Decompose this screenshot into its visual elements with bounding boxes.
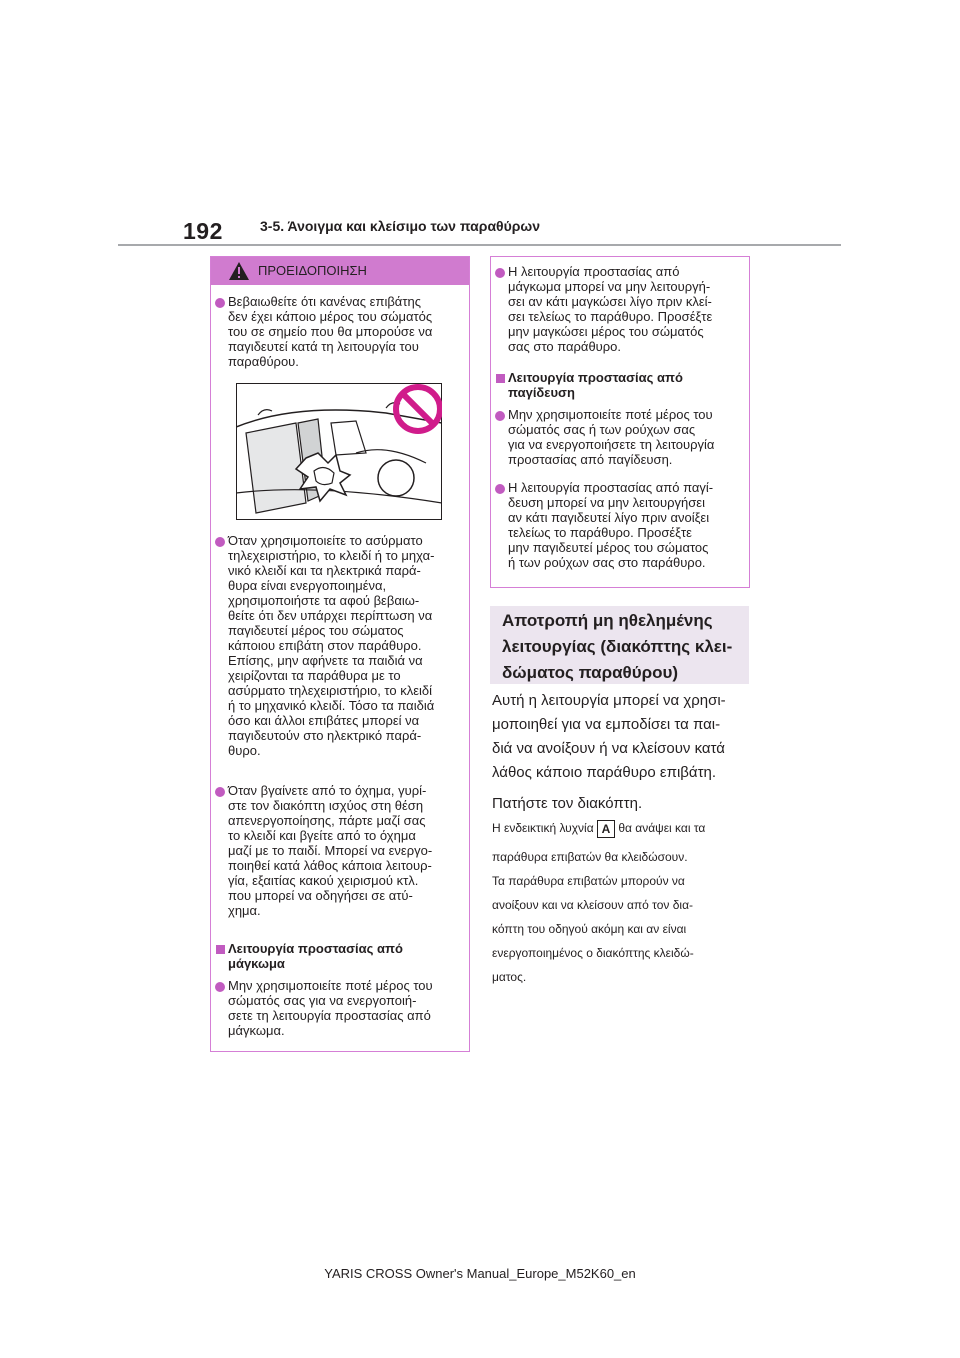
bullet-icon [215,298,225,308]
bullet-icon [495,268,505,278]
page-number: 192 [183,218,223,244]
bullet-icon [215,537,225,547]
warning-item-3: Όταν βγαίνετε από το όχημα, γυρί- στε τον διακόπτη ισχύος στη θέση απενεργοποίησης, πάρτε μαζί σας το κλειδί και βγείτε από το όχημα μαζί με το παιδί. Μπορεί να ενεργο- ποιηθεί κατά λάθος κάποια λειτουρ- γία, εξαιτίας κακού χειρισμού κτλ. που μπορεί να οδηγήσει σε ατύ- χημα. [228,783,433,918]
square-bullet-icon [216,945,225,954]
square-bullet-icon [496,374,505,383]
header-rule [118,244,841,246]
bullet-icon [215,787,225,797]
warning-subheading: Λειτουργία προστασίας από μάγκωμα [228,941,403,971]
bullet-icon [215,982,225,992]
footer: YARIS CROSS Owner's Manual_Europe_M52K60_en [324,1266,636,1281]
warning-title: ΠΡΟΕΙΔΟΠΟΙΗΣΗ [258,263,367,278]
section-title: 3-5. Άνοιγμα και κλείσιμο των παραθύρων [260,218,541,234]
bullet-icon [495,411,505,421]
right-item-1: Η λειτουργία προστασίας από μάγκωμα μπορεί να μην λειτουργή- σει αν κάτι μαγκώσει λίγο πριν κλεί- σει τελείως το παράθυρο. Προσέξτε μην μαγκώσει μέρος του σώματός σας στο παράθυρο. [508,264,713,354]
window-pinch-illustration [236,383,442,520]
warning-item-1: Βεβαιωθείτε ότι κανένας επιβάτης δεν έχει κάποιο μέρος του σώματός του σε σημείο που θα μπορούσε να παγιδευτεί κατά τη λειτουργία του παραθύρου. [228,294,433,369]
warning-item-2: Όταν χρησιμοποιείτε το ασύρματο τηλεχειριστήριο, το κλειδί ή το μηχα- νικό κλειδί και τα ηλεκτρικά παρά- θυρα είναι ενεργοποιημένα, χρησιμοποιήστε τα αφού βεβαιω- θείτε ότι δεν υπάρχει περίπτωση να παγιδευτεί μέρος του σώματος κάποιου επιβάτη στον παράθυρο. Επίσης, μην αφήνετε τα παιδιά να χειρίζονται τα παράθυρα με το ασύρματο τηλεχειριστήριο, το κλειδί ή το μηχανικό κλειδί. Τόσο τα παιδιά όσο και άλλοι επιβάτες μπορεί να παγιδευτούν στο ηλεκτρικό παρά- θυρο. [228,533,435,758]
warning-triangle-icon [228,261,250,281]
indicator-a-label: A [597,820,615,838]
section-paragraph: Αυτή η λειτουργία μπορεί να χρησι- μοποιηθεί για να εμποδίσει τα παι- διά να ανοίξουν ή να κλείσουν κατά λάθος κάποιο παράθυρο επιβάτη. Πατήστε τον διακόπτη. [492,692,726,812]
right-item-3: Η λειτουργία προστασίας από παγί- δευση μπορεί να μην λειτουργήσει αν κάτι παγιδευτεί λίγο πριν ανοίξει τελείως το παράθυρο. Προσέξτε μην παγιδευτεί μέρος του σώματος ή των ρούχων σας στο παράθυρο. [508,480,714,570]
indicator-note: Η ενδεικτική λυχνία A θα ανάψει και τα παράθυρα επιβατών θα κλειδώσουν. Τα παράθυρα επιβατών μπορούν να ανοίξουν και να κλείσουν από τον δια- κόπτη του οδηγού ακόμη και αν είναι ενεργοποιημένος ο διακόπτης κλειδώ- ματος. [492,821,706,984]
right-subheading: Λειτουργία προστασίας από παγίδευση [508,370,683,400]
right-item-2: Μην χρησιμοποιείτε ποτέ μέρος του σώματός σας ή των ρούχων σας για να ενεργοποιήσετε τη λειτουργία προστασίας από παγίδευση. [508,407,715,467]
warning-item-4: Μην χρησιμοποιείτε ποτέ μέρος του σώματός σας για να ενεργοποιή- σετε τη λειτουργία προστασίας από μάγκωμα. [228,978,433,1038]
bullet-icon [495,484,505,494]
section-heading: Αποτροπή μη ηθελημένης λειτουργίας (διακόπτης κλει- δώματος παραθύρου) [490,606,749,684]
